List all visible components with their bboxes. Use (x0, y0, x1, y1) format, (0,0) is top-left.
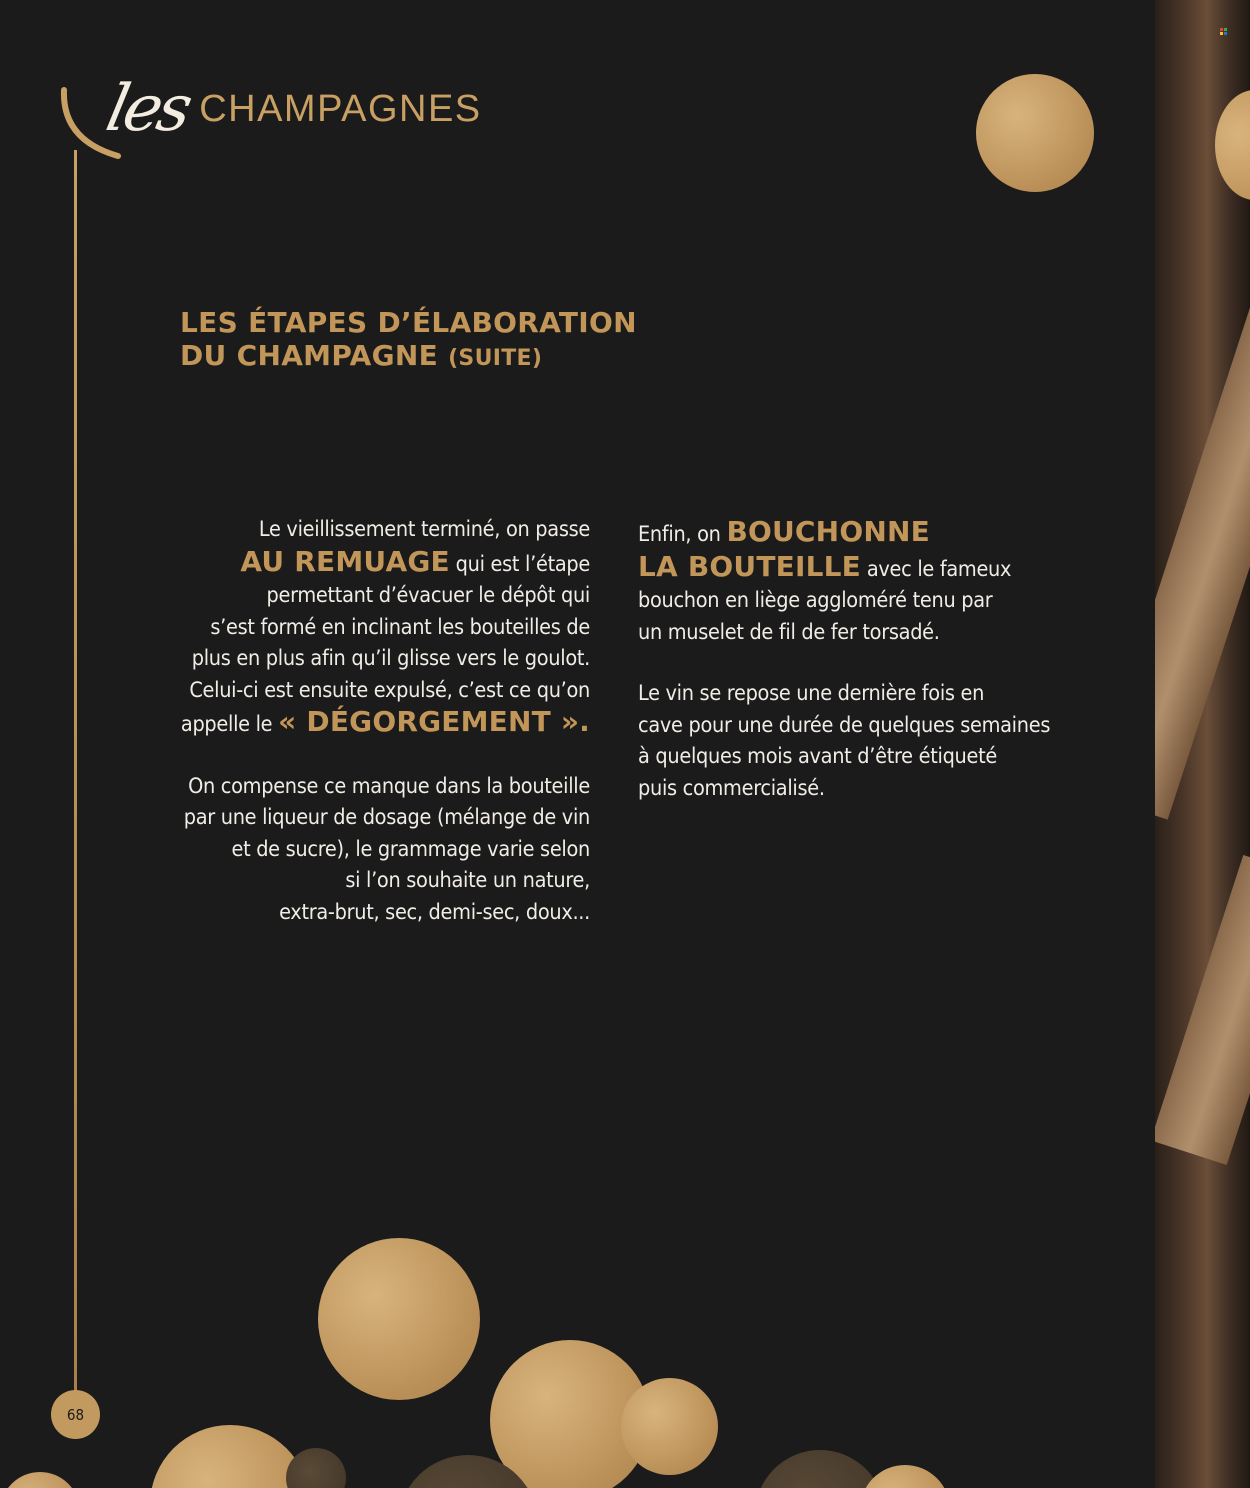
page-number-badge: 68 (51, 1390, 100, 1439)
section-title (180, 306, 637, 375)
text-line: plus en plus afin qu’il glisse vers le goulot. (191, 646, 590, 671)
dark-circle (755, 1450, 885, 1488)
text-line: On compense ce manque dans la bouteille (188, 773, 590, 799)
text-line: Le vin se repose une dernière fois en (638, 681, 985, 706)
text-line: Enfin, on (638, 522, 727, 547)
highlight-remuage: AU REMUAGE (240, 544, 450, 578)
header-title: CHAMPAGNES (199, 87, 482, 130)
paragraph-repos (638, 678, 1068, 804)
paragraph-bouchonne (638, 516, 1068, 648)
right-column (638, 516, 1068, 834)
section-title-line2: DU CHAMPAGNE (180, 339, 439, 372)
text-line: et de sucre), le grammage varie selon (231, 836, 590, 862)
text-line: Celui-ci est ensuite expulsé, c’est ce qu’on (189, 677, 590, 703)
gold-circle (318, 1238, 480, 1400)
text-line: bouchon en liège aggloméré tenu par (638, 588, 993, 613)
text-line: extra-brut, sec, demi-sec, doux... (279, 899, 590, 925)
paragraph-dosage (170, 771, 590, 929)
text-line: si l’on souhaite un nature, (345, 868, 590, 893)
wooden-rack-board (1155, 300, 1250, 819)
page-header (100, 72, 482, 146)
text-line: avec le fameux (861, 556, 1012, 582)
gold-circle-partial (1215, 90, 1250, 200)
highlight-degorgement: « DÉGORGEMENT ». (278, 705, 590, 738)
wooden-rack-board-lower (1155, 855, 1250, 1165)
cellar-photo (1155, 0, 1250, 1488)
text-line: à quelques mois avant d’être étiqueté (638, 744, 998, 769)
text-line: par une liqueur de dosage (mélange de vin (183, 805, 590, 830)
text-line: un muselet de fil de fer torsadé. (638, 619, 940, 645)
highlight-la-bouteille: LA BOUTEILLE (638, 549, 861, 583)
left-column (170, 514, 590, 958)
paragraph-remuage (170, 514, 590, 741)
dark-circle (286, 1448, 346, 1488)
section-title-line1: LES ÉTAPES D’ÉLABORATION (180, 306, 637, 339)
highlight-bouchonne: BOUCHONNE (726, 515, 930, 548)
gold-circle (860, 1465, 950, 1488)
text-line: cave pour une durée de quelques semaines (638, 712, 1051, 738)
gold-circle (976, 74, 1094, 192)
text-line: permettant d’évacuer le dépôt qui (266, 583, 590, 608)
script-les-word: les (100, 72, 196, 146)
vertical-gold-rule (74, 150, 77, 1390)
text-line: s’est formé en inclinant les bouteilles de (210, 614, 590, 640)
color-dots-icon (1220, 28, 1228, 36)
text-line: puis commercialisé. (638, 775, 825, 801)
text-line: Le vieillissement terminé, on passe (258, 517, 590, 542)
text-line: qui est l’étape (449, 551, 590, 577)
gold-circle (0, 1472, 80, 1488)
gold-circle (621, 1378, 718, 1475)
section-title-suffix: (SUITE) (448, 346, 543, 371)
text-line: appelle le (180, 712, 279, 737)
